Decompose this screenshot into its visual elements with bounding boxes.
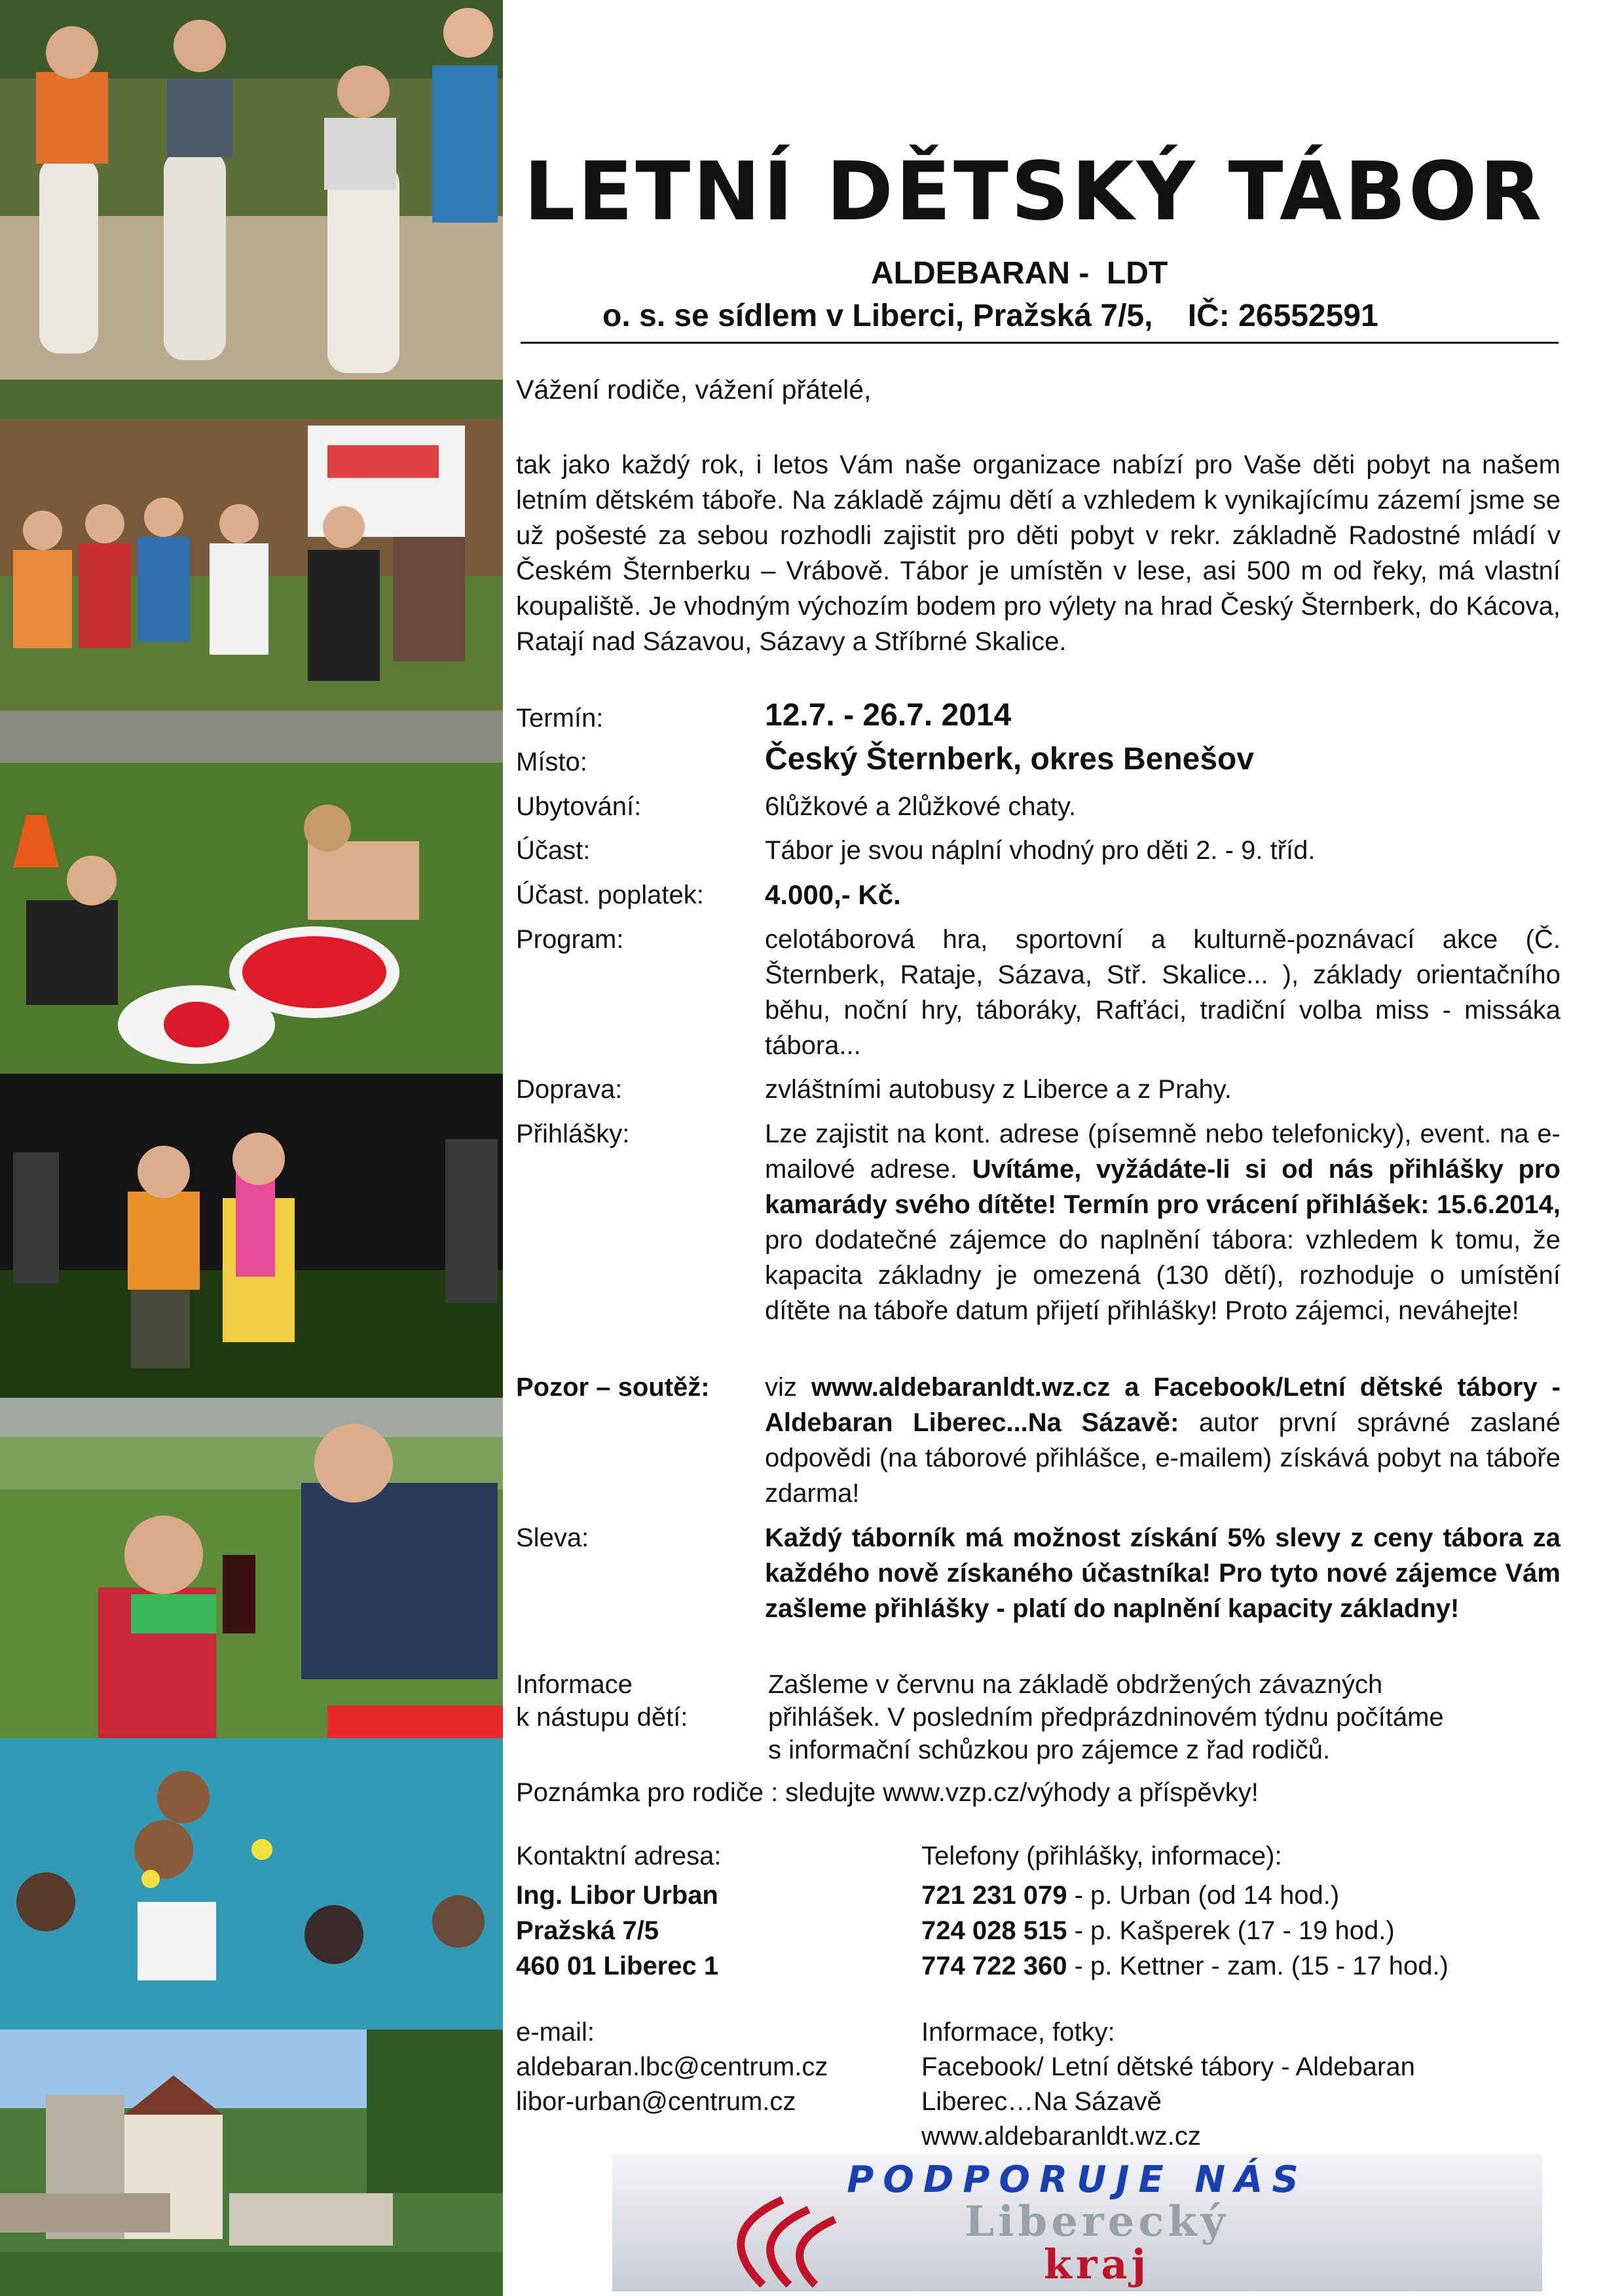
photo-prize <box>0 1398 503 1738</box>
phone-number-1[interactable]: 721 231 079 <box>921 1881 1067 1910</box>
soutez-link[interactable]: www.aldebaranldt.wz.cz a Facebook/Letní dětské tábory - Aldebaran Liberec...Na Sázavě: <box>765 1373 1560 1437</box>
phones-label: Telefony (přihlášky, informace): <box>921 1842 1282 1870</box>
photo-pool <box>0 1738 503 2030</box>
phone-desc-1: - p. Urban (od 14 hod.) <box>1067 1881 1340 1910</box>
photo-sack-race <box>0 0 503 380</box>
detail-doprava <box>516 1072 1564 1111</box>
ubytovani-label: Ubytování: <box>516 792 642 821</box>
prihlasky-text-1: Lze zajistit na kont. adrese (písemně nebo telefonicky), event. na e-mailové adrese. <box>765 1120 1560 1184</box>
phone-number-3[interactable]: 774 722 360 <box>921 1952 1067 1980</box>
prihlasky-text-bold: Uvítáme, vyžádáte-li si od nás přihlášky pro kamarády svého dítěte! Termín pro vrácení přihlášek: 15.6.2014, <box>765 1155 1560 1219</box>
info-photos-label: Informace, fotky: <box>921 2018 1115 2047</box>
misto-label: Místo: <box>516 748 587 776</box>
photo-strip <box>0 0 504 2296</box>
phones <box>921 1838 1449 1984</box>
detail-prihlasky <box>516 1116 1564 1372</box>
greeting: Vážení rodiče, vážení přátelé, <box>516 374 872 405</box>
phone-desc-3: - p. Kettner - zam. (15 - 17 hod.) <box>1067 1952 1449 1980</box>
banner-line-1: PODPORUJE NÁS <box>847 2159 1308 2201</box>
info-photos-line-2[interactable]: Liberec…Na Sázavě <box>921 2087 1162 2116</box>
contact-city: 460 01 Liberec 1 <box>516 1952 719 1980</box>
info-photos-website[interactable]: www.aldebaranldt.wz.cz <box>921 2122 1201 2151</box>
phone-row-3 <box>921 1948 1449 1984</box>
intro-paragraph: tak jako každý rok, i letos Vám naše organizace nabízí pro Vaše děti pobyt na našem letním dětském táboře. Na základě zájmu dětí a vzhledem k vynikajícímu zázemí jsme se už pošesté za sebou rozhodli zajistit pro děti pobyt v rekr. základně Radostné mládí v Českém Šternberku – Vrábově. Tábor je umístěn v lese, asi 500 m od řeky, má vlastní koupaliště. Je vhodným výchozím bodem pro výlety na hrad Český Šternberk, do Kácova, Ratají nad Sázavou, Sázavy a Stříbrné Skalice. <box>516 450 1560 656</box>
prihlasky-value <box>765 1116 1560 1328</box>
info-label-1: Informace <box>516 1670 633 1699</box>
contact-email <box>516 2015 828 2119</box>
soutez-text-2: autor první správné zaslané odpovědi (na táborové přihlášce, e-mailem) získává pobyt na táboře zdarma! <box>765 1408 1561 1508</box>
phone-desc-2: - p. Kašperek (17 - 19 hod.) <box>1067 1916 1395 1945</box>
email-label: e-mail: <box>516 2018 595 2047</box>
soutez-value <box>765 1370 1560 1511</box>
info-photos-line-1[interactable]: Facebook/ Letní dětské tábory - Aldebaran <box>921 2052 1415 2081</box>
sleva-value: Každý táborník má možnost získání 5% slevy z ceny tábora za každého nově získaného účastníka! Pro tyto nové zájemce Vám zašleme přihlášky - platí do naplnění kapacity základny! <box>765 1523 1560 1623</box>
detail-program <box>516 922 1564 1066</box>
contact-name: Ing. Libor Urban <box>516 1881 718 1910</box>
sponsor-banner-graphic <box>612 2154 1542 2291</box>
email-link-1[interactable]: aldebaran.lbc@centrum.cz <box>516 2052 828 2081</box>
detail-soutez <box>516 1370 1564 1520</box>
contact-street: Pražská 7/5 <box>516 1916 659 1945</box>
program-label: Program: <box>516 925 624 954</box>
header-divider <box>521 342 1559 344</box>
doprava-value: zvláštními autobusy z Liberce a z Prahy. <box>765 1075 1232 1104</box>
parents-note: Poznámka pro rodiče : sledujte www.vzp.cz/výhody a příspěvky! <box>516 1778 1259 1807</box>
detail-ucast <box>516 833 1564 872</box>
email-link-2[interactable]: libor-urban@centrum.cz <box>516 2087 796 2116</box>
detail-ubytovani <box>516 789 1564 828</box>
info-value-1: Zašleme v červnu na základě obdržených závazných <box>768 1670 1383 1699</box>
info-photos <box>921 2015 1415 2154</box>
termin-label: Termín: <box>516 704 604 733</box>
program-value: celotáborová hra, sportovní a kulturně-poznávací akce (Č. Šternberk, Rataje, Sázava, Stř. Skalice... ), základy orientačního běhu, noční hry, táboráky, Rafťáci, tradiční volba miss - missáka tábora... <box>765 925 1560 1060</box>
poplatek-value: 4.000,- Kč. <box>765 879 901 910</box>
soutez-text-1: viz <box>765 1373 811 1402</box>
ubytovani-value: 6lůžkové a 2lůžkové chaty. <box>765 792 1077 821</box>
doprava-label: Doprava: <box>516 1075 623 1104</box>
poplatek-label: Účast. poplatek: <box>516 881 704 909</box>
prihlasky-text-2: pro dodatečné zájemce do naplnění tábora: vzhledem k tomu, že kapacita základny je omezená (130 dětí), rozhoduje o umístění dítěte na táboře datum přijetí přihlášky! Proto zájemci, neváhejte! <box>765 1226 1560 1325</box>
soutez-label: Pozor – soutěž: <box>516 1373 710 1402</box>
termin-value: 12.7. - 26.7. 2014 <box>765 698 1012 733</box>
organization-name: ALDEBARAN - LDT <box>871 256 1168 291</box>
detail-termin <box>516 698 1564 740</box>
photo-night-dance <box>0 1074 503 1398</box>
address-label: Kontaktní adresa: <box>516 1842 722 1870</box>
misto-value: Český Šternberk, okres Benešov <box>765 742 1255 776</box>
banner-line-2: Liberecký <box>965 2197 1229 2246</box>
detail-misto <box>516 744 1564 784</box>
prihlasky-label: Přihlášky: <box>516 1120 630 1148</box>
phone-row-2 <box>921 1913 1449 1948</box>
ucast-value: Tábor je svou náplní vhodný pro děti 2. - 9. tříd. <box>765 836 1316 865</box>
info-label-2: k nástupu dětí: <box>516 1703 688 1732</box>
photo-kids-group <box>0 380 503 710</box>
contact-address <box>516 1838 722 1984</box>
ucast-label: Účast: <box>516 836 591 865</box>
info-value-3: s informační schůzkou pro zájemce z řad rodičů. <box>768 1736 1331 1764</box>
page-title: LETNÍ DĚTSKÝ TÁBOR <box>524 145 1545 239</box>
photo-paint-game <box>0 710 503 1074</box>
banner-line-3: kraj <box>1043 2240 1151 2288</box>
phone-number-2[interactable]: 724 028 515 <box>921 1916 1067 1945</box>
organization-seat: o. s. se sídlem v Liberci, Pražská 7/5, IČ: 26552591 <box>602 299 1378 333</box>
sleva-label: Sleva: <box>516 1523 589 1552</box>
phone-row-1 <box>921 1878 1449 1913</box>
detail-poplatek <box>516 877 1564 917</box>
photo-castle <box>0 2030 503 2296</box>
info-value-2: přihlášek. V posledním předprázdninovém týdnu počítáme <box>768 1703 1444 1732</box>
detail-sleva <box>516 1520 1564 1671</box>
sponsor-banner <box>612 2154 1542 2291</box>
detail-informace <box>516 1668 1564 1779</box>
